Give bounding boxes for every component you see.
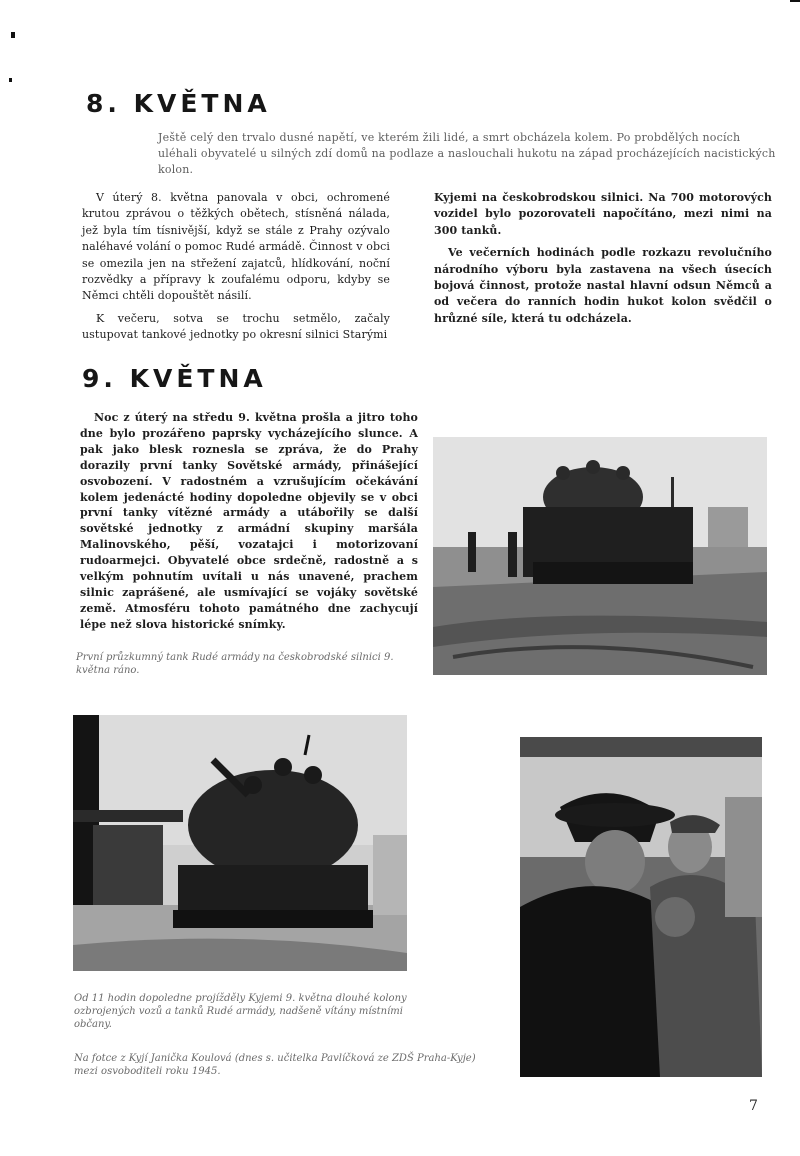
- photo-caption: Od 11 hodin dopoledne projížděly Kyjemi 9. května dlouhé kolony ozbrojených vozů a tanků Rudé armády, nadšeně vítány místními občany.: [74, 993, 407, 1030]
- scan-mark-top-left: [11, 32, 15, 38]
- paragraph: Kyjemi na českobrodskou silnici. Na 700 motorových vozidel bylo pozorovateli napočítáno, mezi nimi na 300 tanků.: [434, 191, 772, 237]
- tank-on-country-road-photo: [433, 437, 767, 675]
- tank-with-soldiers-photo: [73, 715, 407, 971]
- heading-8-kvetna: 8. KVĚTNA: [86, 89, 271, 118]
- paragraph: Noc z úterý na středu 9. května prošla a jitro toho dne bylo prozářeno paprsky vycházejícího slunce. A pak jako blesk roznesla se zpráva, že do Prahy dorazily první tanky Sovětské armády, přinášející osvobození. V radostném a vzrušujícím očekávání kolem jedenácté hodiny dopoledne objevily se v obci první tanky vítězné armády a utábořily se další sovětské jednotky z armádní skupiny maršála Malinovského, pěší, vozatajci i motorizovaní rudoarmejci. Obyvatelé obce srdečně, radostně a s velkým pohnutím uvítali u nás unavené, prachem silnic zaprášené, ale usmívající se vojáky sovětské země. Atmosféru tohoto památného dne zachycují lépe než slova historické snímky.: [80, 411, 418, 631]
- girl-with-soldiers-photo: [520, 737, 762, 1077]
- paragraph: K večeru, sotva se trochu setmělo, začaly ustupovat tankové jednotky po okresní silnici Starými: [82, 311, 390, 342]
- article-8-right-column: [434, 190, 772, 327]
- scan-mark-left: [9, 78, 12, 82]
- heading-9-kvetna: 9. KVĚTNA: [82, 364, 267, 393]
- page-number: 7: [749, 1098, 758, 1114]
- paragraph: Ve večerních hodinách podle rozkazu revolučního národního výboru byla zastavena na všech úsecích bojová činnost, protože nastal hlavní odsun Němců a od večera do ranních hodin hukot kolon svědčil o hrůzné síle, která tu odcházela.: [434, 246, 772, 325]
- article-9-text: [80, 410, 418, 633]
- article-8-left-column: [82, 190, 390, 344]
- intro-paragraph: Ještě celý den trvalo dusné napětí, ve kterém žili lidé, a smrt obcházela kolem. Po probdělých nocích uléhali obyvatelé u silných zdí domů na podlaze a naslouchali hukotu na západ procházejících nacistických kolon.: [158, 131, 776, 176]
- photo-caption: První průzkumný tank Rudé armády na českobrodské silnici 9. května ráno.: [76, 652, 394, 676]
- scan-mark-top-right: [790, 0, 800, 2]
- paragraph: V úterý 8. května panovala v obci, ochromené krutou zprávou o těžkých obětech, stísněná nálada, jež byla tím tísnivější, když se stále z Prahy ozývalo naléhavé volání o pomoc Rudé armádě. Činnost v obci se omezila jen na střežení zajatců, hlídkování, noční rozvědky a přípravy k zoufalému odporu, kdyby se Němci chtěli dopouštět násilí.: [82, 191, 390, 303]
- photo-caption: Na fotce z Kyjí Janička Koulová (dnes s. učitelka Pavlíčková ze ZDŠ Praha-Kyje) mezi osvoboditeli roku 1945.: [74, 1053, 476, 1077]
